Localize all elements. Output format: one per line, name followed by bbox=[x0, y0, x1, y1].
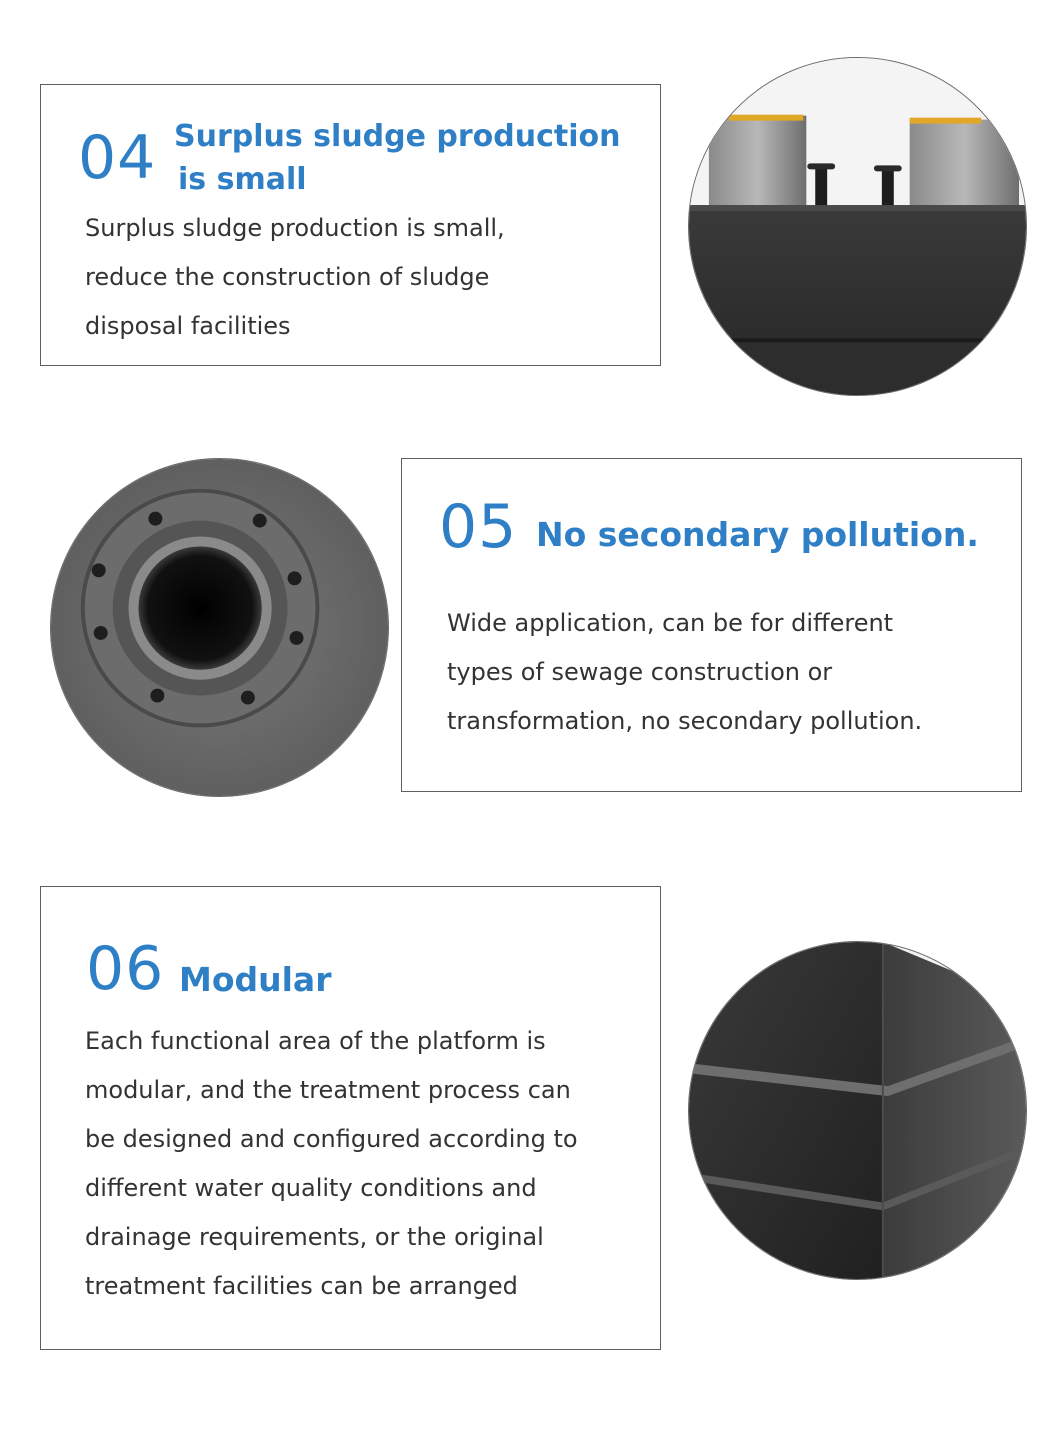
description-line: disposal facilities bbox=[85, 312, 291, 340]
description-line: types of sewage construction or bbox=[447, 658, 833, 686]
section-number: 04 bbox=[78, 123, 157, 193]
section-title: No secondary pollution. bbox=[536, 515, 979, 554]
tank-corner-photo-icon bbox=[688, 941, 1027, 1280]
tank-corner-photo-icon bbox=[689, 942, 1026, 1279]
description-line: Surplus sludge production is small, bbox=[85, 214, 505, 242]
pipe-flange-photo-icon bbox=[51, 459, 388, 796]
description-line: different water quality conditions and bbox=[85, 1174, 537, 1202]
description-line: treatment facilities can be arranged bbox=[85, 1272, 518, 1300]
description-line: drainage requirements, or the original bbox=[85, 1223, 544, 1251]
description-line: Wide application, can be for different bbox=[447, 609, 894, 637]
section-description bbox=[85, 1017, 655, 1311]
description-line: be designed and configured according to bbox=[85, 1125, 578, 1153]
section-title-line2: is small bbox=[178, 162, 307, 197]
description-line: modular, and the treatment process can bbox=[85, 1076, 571, 1104]
section-number: 05 bbox=[439, 492, 518, 562]
description-line: reduce the construction of sludge bbox=[85, 263, 490, 291]
feature-card-05 bbox=[401, 458, 1022, 792]
description-line: Each functional area of the platform is bbox=[85, 1027, 546, 1055]
section-title: Modular bbox=[179, 960, 332, 999]
section-description bbox=[85, 204, 645, 351]
section-title: Surplus sludge production bbox=[174, 119, 621, 154]
feature-card-04 bbox=[40, 84, 661, 366]
section-number: 06 bbox=[86, 934, 165, 1004]
tank-top-photo-icon bbox=[689, 58, 1026, 395]
tank-top-photo-icon bbox=[688, 57, 1027, 396]
feature-card-06 bbox=[40, 886, 661, 1350]
description-line: transformation, no secondary pollution. bbox=[447, 707, 923, 735]
section-description bbox=[447, 599, 1007, 746]
pipe-flange-photo-icon bbox=[50, 458, 389, 797]
